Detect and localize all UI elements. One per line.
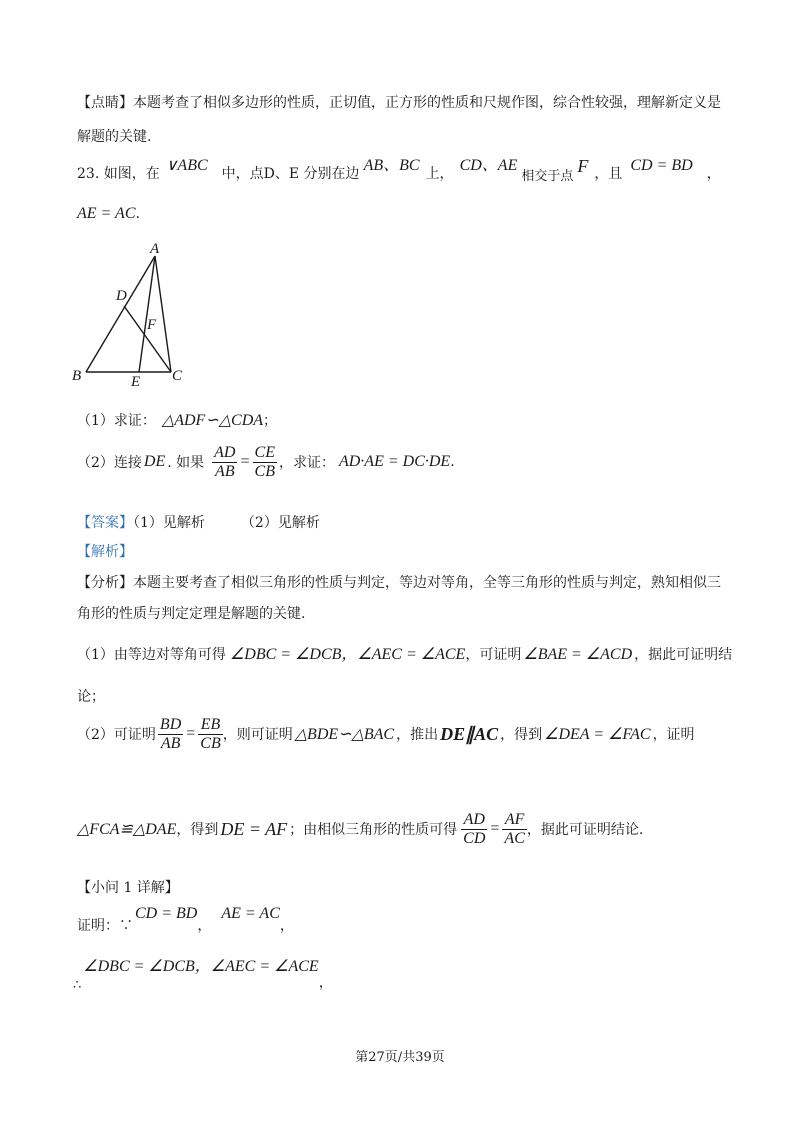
problem-condition-2	[77, 205, 140, 223]
q2-fraction-ad-ab: $\frac{AD}{AB}$	[214, 443, 236, 480]
triangle-abc: ∨ABC	[165, 157, 208, 174]
detail-sep: ，	[197, 918, 212, 934]
step2-prefix: （2）可证明	[77, 727, 156, 743]
step2-angle: ∠DEA = ∠FAC	[544, 726, 651, 743]
answer-2: （2）见解析	[240, 515, 320, 531]
detail-end2: ，	[318, 975, 333, 991]
step2b-equal: DE = AF	[220, 818, 288, 839]
step2-line	[77, 712, 695, 756]
page-footer: 第27页/共39页	[355, 1050, 445, 1065]
detail-cd-bd: CD = BD	[135, 905, 198, 922]
problem-comma: ，	[706, 166, 721, 182]
analysis-line2: 角形的性质与判定定理是解题的关键.	[77, 606, 306, 622]
label-e: E	[131, 374, 141, 388]
q1-statement: △ADF∽△CDA	[161, 412, 264, 429]
answer-line	[77, 512, 320, 532]
step2b-equals: =	[490, 820, 500, 837]
detail-tag: 【小问 1 详解】	[77, 880, 179, 896]
q2-end: .	[450, 454, 455, 470]
jiexi-tag: 【解析】	[77, 544, 133, 560]
step2-equals: =	[186, 725, 196, 742]
detail-proof-prefix: 证明：∵	[77, 918, 133, 934]
segment-ac	[155, 256, 171, 372]
step2b-fraction-af-ac: $\frac{AF}{AC}$	[504, 810, 525, 847]
label-d: D	[116, 288, 127, 304]
q2-de: DE	[143, 453, 166, 470]
question-2	[77, 440, 455, 484]
answer-tag: 【答案】	[77, 515, 133, 531]
sides-ab-bc: AB、BC	[363, 157, 420, 174]
point-f: F	[577, 156, 589, 176]
geometry-figure	[68, 240, 198, 388]
segment-ae	[139, 256, 155, 372]
step2-t3: ，得到	[500, 727, 543, 743]
step2-similar: △BDE∽△BAC	[294, 726, 395, 743]
dianjing-line2: 解题的关键.	[77, 129, 152, 145]
answer-1: （1）见解析	[133, 515, 205, 531]
analysis-tag: 【分析】	[77, 575, 133, 591]
question-1	[77, 410, 277, 430]
step2-t2: ，推出	[396, 727, 439, 743]
detail-proof-line	[77, 903, 294, 935]
step1-prefix: （1）由等边对等角可得	[77, 647, 226, 663]
step1-end: ，据此可证明结	[634, 647, 733, 663]
problem-period: .	[135, 206, 140, 222]
problem-text-3: 相交于点	[521, 169, 574, 184]
step2b-congruent: △FCA≌△DAE	[77, 821, 177, 838]
detail-end: ，	[279, 918, 294, 934]
segment-ab	[86, 256, 155, 372]
step1-math-2: ∠BAE = ∠ACD	[523, 646, 633, 663]
dianjing-text: 本题考查了相似多边形的性质，正切值，正方形的性质和尺规作图，综合性较强，理解新定义是	[133, 95, 721, 111]
q2-statement: AD·AE = DC·DE	[338, 453, 451, 470]
step2b-t2: ；由相似三角形的性质可得	[289, 822, 458, 838]
q1-prefix: （1）求证：	[77, 413, 156, 429]
q2-mid2: ，求证：	[278, 455, 335, 471]
q2-equals: =	[240, 453, 250, 470]
q2-prefix: （2）连接	[77, 455, 142, 471]
label-c: C	[172, 368, 183, 384]
step1-mid: ，可证明	[465, 647, 522, 663]
step1-line1	[77, 641, 732, 664]
therefore-symbol: ∴	[73, 978, 82, 993]
detail-therefore-line	[73, 953, 333, 993]
analysis-line1	[77, 572, 721, 592]
step2-t1: ，则可证明	[222, 727, 293, 743]
step2-parallel: DE∥AC	[440, 723, 499, 744]
problem-text-1: 中，点D、E 分别在边	[221, 166, 360, 182]
lines-cd-ae: CD、AE	[459, 157, 518, 174]
q2-mid: . 如果	[167, 455, 205, 471]
step2b-t1: ，得到	[176, 822, 219, 838]
problem-text-4: ，且	[594, 166, 623, 182]
problem-statement	[77, 152, 721, 182]
dianjing-line1	[77, 92, 721, 112]
step1-line2: 论；	[77, 689, 105, 705]
q1-suffix: ；	[263, 413, 278, 429]
problem-number: 23. 如图，在	[77, 166, 160, 182]
label-b: B	[72, 368, 82, 384]
label-a: A	[150, 241, 160, 257]
cond-cd-bd: CD = BD	[630, 157, 693, 174]
analysis-text: 本题主要考查了相似三角形的性质与判定，等边对等角，全等三角形的性质与判定，熟知相似三	[133, 575, 721, 591]
problem-text-2: 上，	[425, 166, 454, 182]
detail-angles: ∠DBC = ∠DCB，∠AEC = ∠ACE	[83, 958, 319, 975]
cond-ae-ac: AE = AC	[77, 205, 136, 222]
step2-t4: ，证明	[652, 727, 695, 743]
dianjing-tag: 【点睛】	[77, 95, 133, 111]
step2b-fraction-ad-cd: $\frac{AD}{CD}$	[463, 810, 486, 847]
label-f: F	[147, 317, 157, 333]
step1-math-1: ∠DBC = ∠DCB，∠AEC = ∠ACE	[229, 646, 466, 663]
step2-fraction-eb-cb: $\frac{EB}{CB}$	[200, 715, 221, 752]
q2-fraction-ce-cb: $\frac{CE}{CB}$	[254, 443, 275, 480]
step2b-line	[77, 806, 643, 852]
detail-ae-ac: AE = AC	[221, 905, 280, 922]
step2b-t3: ，据此可证明结论.	[526, 822, 644, 838]
step2-fraction-bd-ab: $\frac{BD}{AB}$	[159, 715, 182, 752]
